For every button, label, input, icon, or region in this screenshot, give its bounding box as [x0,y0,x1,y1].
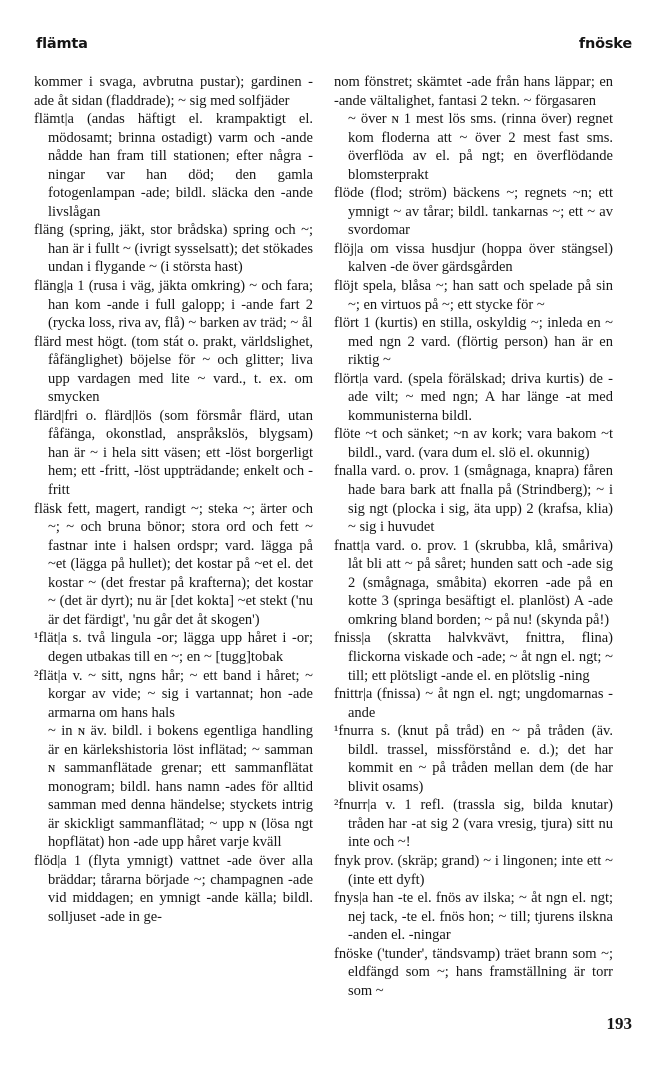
entry-flata-phrasal: ~ in ɴ äv. bildl. i bokens egentliga handling är en kärlekshistoria löst inflätad; ~ samman ɴ sammanflätade grenar; ett sammanflätat monogram; bildl. hans namn -ades för alltid samman med denna händelse; styckets intrig är skickligt sammanflätad; ~ upp ɴ (lösa ngt hopflätat) hon -ade upp håret varje kväll [48,723,313,851]
entry-fnurra-verb: ²fnurr|a v. 1 refl. (trassla sig, bilda knutar) tråden har -at sig 2 (vara vresig, tjura) sitt nu inte och ~! [334,797,613,851]
left-column [34,73,313,926]
entry-fnittra: fnittr|a (fnissa) ~ åt ngn el. ngt; ungdomarnas -ande [334,686,613,721]
entry-flardfri: flärd|fri o. flärd|lös (som försmår flärd, utan fåfänga, okonstlad, anspråkslös, blygsam) han är ~ i hela sitt väsen; ett -löst borgerligt hem; ett -fritt, -löst uppträdande; enkelt och -fritt [34,407,313,499]
page-number: 193 [606,1014,632,1033]
entry-flort: flört 1 (kurtis) en stilla, oskyldig ~; inleda en ~ med ngn 2 vard. (flörtig person) han är en riktig ~ [334,315,613,369]
right-guide-word: fnöske [578,36,632,52]
entry-flote: flöte ~t och sänket; ~n av kork; vara bakom ~t bildl., vard. (vara dum el. slö el. okunnig) [334,426,613,461]
entry-flojt: flöjt spela, blåsa ~; han satt och spelade på sin ~; en virtuos på ~; ett stycke för ~ [334,278,613,313]
entry-flata-noun: ¹flät|a s. två lingula -or; lägga upp håret i -or; degen utbakas till en ~; en ~ [tugg]tobak [34,630,313,665]
entry-flask: fläsk fett, magert, randigt ~; steka ~; ärter och ~; ~ och bruna bönor; stora ord och fett ~ fastnar inte i halsen ordspr; vard. lägga på ~et (lägga på hullet); det kostar på ~et el. det kostar ~ (det frestar på krafterna); det kostar ~ (det är dyrt); nu är [det kokta] ~et stekt ('nu är det färdigt', 'nu går det åt skogen') [34,500,313,628]
entry-continuation: nom fönstret; skämtet -ade från hans läppar; en -ande vältalighet, fantasi 2 tekn. ~ förgasaren [334,74,613,109]
entry-flata-verb: ²flät|a v. ~ sitt, ngns hår; ~ ett band i håret; ~ korgar av vide; ~ sig i vartannat; hon -ade armarna om hans hals [34,667,313,721]
entry-flode: flöde (flod; ström) bäckens ~; regnets ~n; ett ymnigt ~ av tårar; bildl. tankarnas ~; ett ~ av svordomar [334,185,613,239]
entry-fnatta: fnatt|a vard. o. prov. 1 (skrubba, klå, småriva) låt bli att ~ på såret; hunden satt och -ade sig 2 (smågnaga, småbita) ekorren -ade på en kotte 3 (springa besäftigt el. planlöst) A -ade omkring bland borden; ~ på nu! (skynda på!) [334,537,613,628]
entry-fnissa: fniss|a (skratta halvkvävt, fnittra, flina) flickorna viskade och -ade; ~ åt ngn el. ngt; ~ till; ett plötsligt -ande el. en plötslig -ning [334,630,613,684]
entry-floda: flöd|a 1 (flyta ymnigt) vattnet -ade över alla bräddar; tårarna började ~; champagnen -ade vid middagen; en ymnigt -ande källa; bildl. solljuset -ade in ge- [34,852,313,925]
entry-flanga: fläng|a 1 (rusa i väg, jäkta omkring) ~ och fara; han kom -ande i full galopp; i -ande fart 2 (rycka loss, riva av, flå) ~ barken av träd; ~ ål [34,278,313,332]
entry-fnurra-noun: ¹fnurra s. (knut på tråd) en ~ på tråden (äv. bildl. trassel, missförstånd e. d.); det har kommit en ~ på tråden mellan dem (de har blivit osams) [334,723,613,795]
entry-floda-over: ~ över ɴ 1 mest lös sms. (rinna över) regnet kom floderna att ~ över 2 mest fast sms. överflöda av el. på ngt; en överflödande blomsterprakt [348,111,613,183]
entry-continuation: kommer i svaga, avbrutna pustar); gardinen -ade åt sidan (fladdrade); ~ sig med solfjäder [34,74,313,109]
entry-florta: flört|a vard. (spela förälskad; driva kurtis) de -ade vilt; ~ med ngn; A har länge -at med kommunisterna bildl. [334,370,613,424]
entry-floja: flöj|a om vissa husdjur (hoppa över stängsel) kalven -de över gärdsgården [334,240,613,276]
entry-fnalla: fnalla vard. o. prov. 1 (smågnaga, knapra) fåren hade bara bark att fnalla på (Strindberg); ~ i sig ngt (plocka i sig, äta upp) 2 (krafsa, klia) ~ sig i huvudet [334,463,613,536]
entry-flamta: flämt|a (andas häftigt el. krampaktigt el. mödosamt; brinna ostadigt) varm och -ande nådde han fram till stationen; efter några -ningar var han död; den gamla fotogenlampan -ade; bildl. släcka den -ande livslågan [34,111,313,220]
entry-fnyk: fnyk prov. (skräp; grand) ~ i lingonen; inte ett ~ (inte ett dyft) [334,852,613,888]
entry-flang: fläng (spring, jäkt, stor brådska) spring och ~; han är i fullt ~ (ivrigt sysselsatt); det stökades undan i flygande ~ (i största hast) [34,222,313,276]
right-column [334,73,613,1000]
left-guide-word: flämta [36,36,88,52]
entry-fnysa: fnys|a han -te el. fnös av ilska; ~ åt ngn el. ngt; nej tack, -te el. fnös hon; ~ till; tjurens ilskna -anden el. -ningar [334,890,613,944]
entry-fnoske: fnöske ('tunder', tändsvamp) träet brann som ~; eldfängd som ~; hans framställning är torr som ~ [334,945,613,999]
entry-flard: flärd mest högt. (tom stát o. prakt, världslighet, fåfänglighet) böjelse för ~ och glitter; liva upp vardagen med lite ~ vard., t. ex. om smycken [34,333,313,406]
